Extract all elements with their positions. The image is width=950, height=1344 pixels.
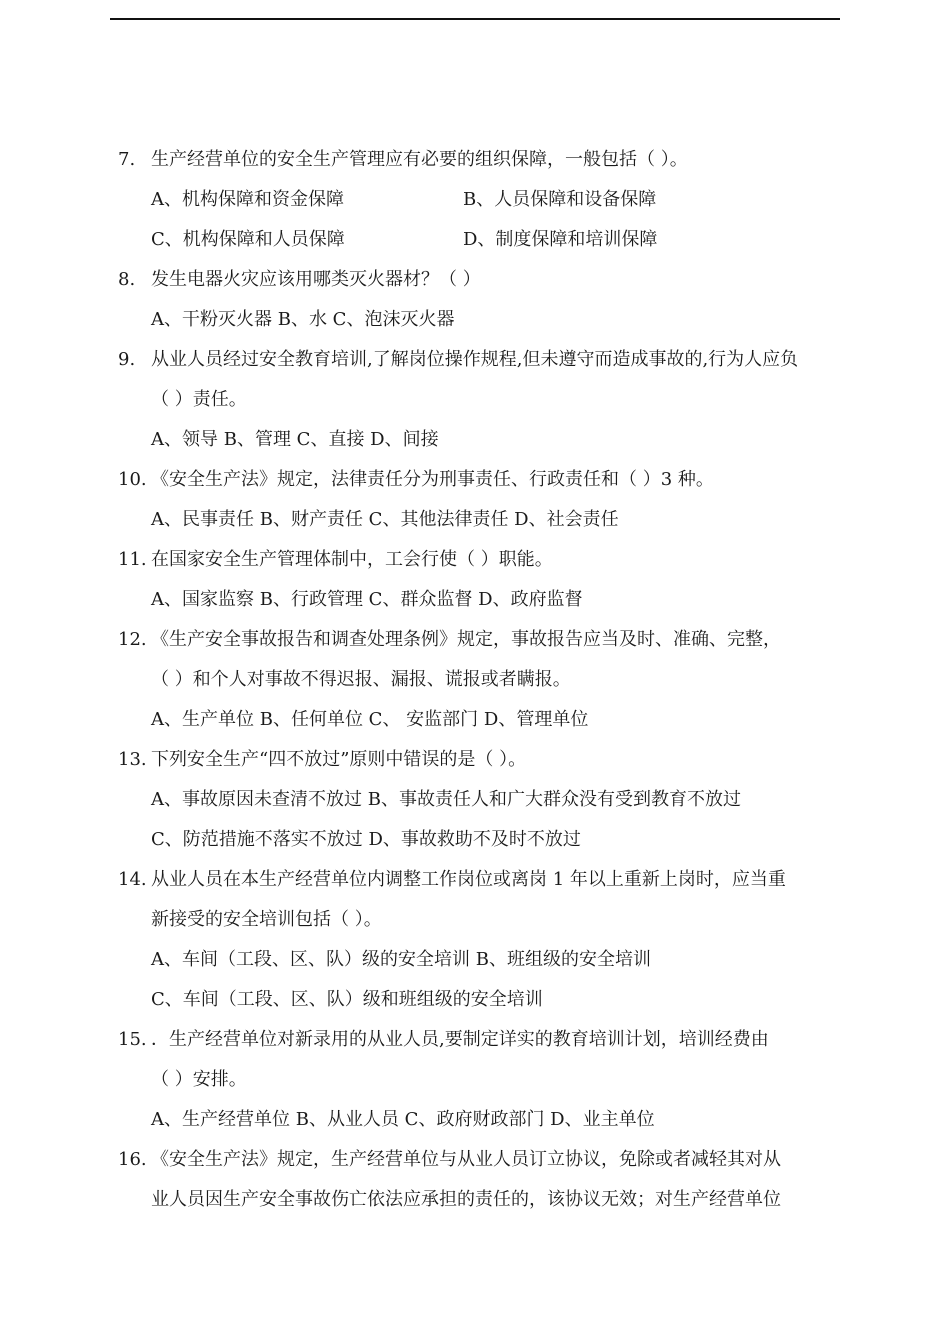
- question-number: 10.: [118, 469, 147, 490]
- question-number: 8.: [118, 269, 136, 290]
- question-number: 15.: [118, 1029, 147, 1050]
- question-text: 在国家安全生产管理体制中，工会行使（ ）职能。: [151, 549, 553, 570]
- question-number: 13.: [118, 749, 147, 770]
- options-line: A、生产单位 B、任何单位 C、 安监部门 D、管理单位: [151, 709, 589, 730]
- question-text: 《生产安全事故报告和调查处理条例》规定，事故报告应当及时、准确、完整，: [151, 629, 781, 650]
- options-line: A、车间（工段、区、队）级的安全培训 B、班组级的安全培训: [151, 949, 651, 970]
- question-text: 生产经营单位的安全生产管理应有必要的组织保障，一般包括（ ）。: [151, 149, 688, 170]
- question-text-continued: （ ）和个人对事故不得迟报、漏报、谎报或者瞒报。: [151, 669, 571, 690]
- question-text: 发生电器火灾应该用哪类灭火器材？（ ）: [151, 269, 481, 290]
- options-line: A、干粉灭火器 B、水 C、泡沫灭火器: [151, 309, 455, 330]
- options-line: C、防范措施不落实不放过 D、事故救助不及时不放过: [151, 829, 581, 850]
- options-line: A、生产经营单位 B、从业人员 C、政府财政部门 D、业主单位: [151, 1109, 655, 1130]
- question-number: 7.: [118, 149, 136, 170]
- options-line: A、国家监察 B、行政管理 C、群众监督 D、政府监督: [151, 589, 583, 610]
- question-text-continued: （ ）安排。: [151, 1069, 247, 1090]
- options-line: A、民事责任 B、财产责任 C、其他法律责任 D、社会责任: [151, 509, 619, 530]
- question-text: 从业人员经过安全教育培训,了解岗位操作规程,但未遵守而造成事故的,行为人应负: [151, 349, 799, 370]
- question-text-continued: 新接受的安全培训包括（ ）。: [151, 909, 382, 930]
- options-line: C、车间（工段、区、队）级和班组级的安全培训: [151, 989, 543, 1010]
- question-number: 11.: [118, 549, 147, 570]
- option-c: C、机构保障和人员保障: [151, 229, 345, 250]
- question-number: 16.: [118, 1149, 147, 1170]
- question-number: 9.: [118, 349, 136, 370]
- question-number: 12.: [118, 629, 147, 650]
- question-text-continued: 业人员因生产安全事故伤亡依法应承担的责任的，该协议无效；对生产经营单位: [151, 1189, 781, 1210]
- option-a: A、机构保障和资金保障: [151, 189, 344, 210]
- options-line: A、领导 B、管理 C、直接 D、间接: [151, 429, 439, 450]
- header-rule: [110, 18, 840, 20]
- question-text: 《安全生产法》规定，生产经营单位与从业人员订立协议，免除或者减轻其对从: [151, 1149, 781, 1170]
- question-text: 从业人员在本生产经营单位内调整工作岗位或离岗 1 年以上重新上岗时，应当重: [151, 869, 786, 890]
- option-b: B、人员保障和设备保障: [463, 189, 657, 210]
- question-text: 《安全生产法》规定，法律责任分为刑事责任、行政责任和（ ）3 种。: [151, 469, 714, 490]
- question-text-continued: （ ）责任。: [151, 389, 247, 410]
- question-text: 下列安全生产“四不放过”原则中错误的是（ ）。: [151, 749, 527, 770]
- option-d: D、制度保障和培训保障: [463, 229, 658, 250]
- question-text: ．生产经营单位对新录用的从业人员,要制定详实的教育培训计划，培训经费由: [151, 1029, 769, 1050]
- options-line: A、事故原因未查清不放过 B、事故责任人和广大群众没有受到教育不放过: [151, 789, 741, 810]
- question-number: 14.: [118, 869, 147, 890]
